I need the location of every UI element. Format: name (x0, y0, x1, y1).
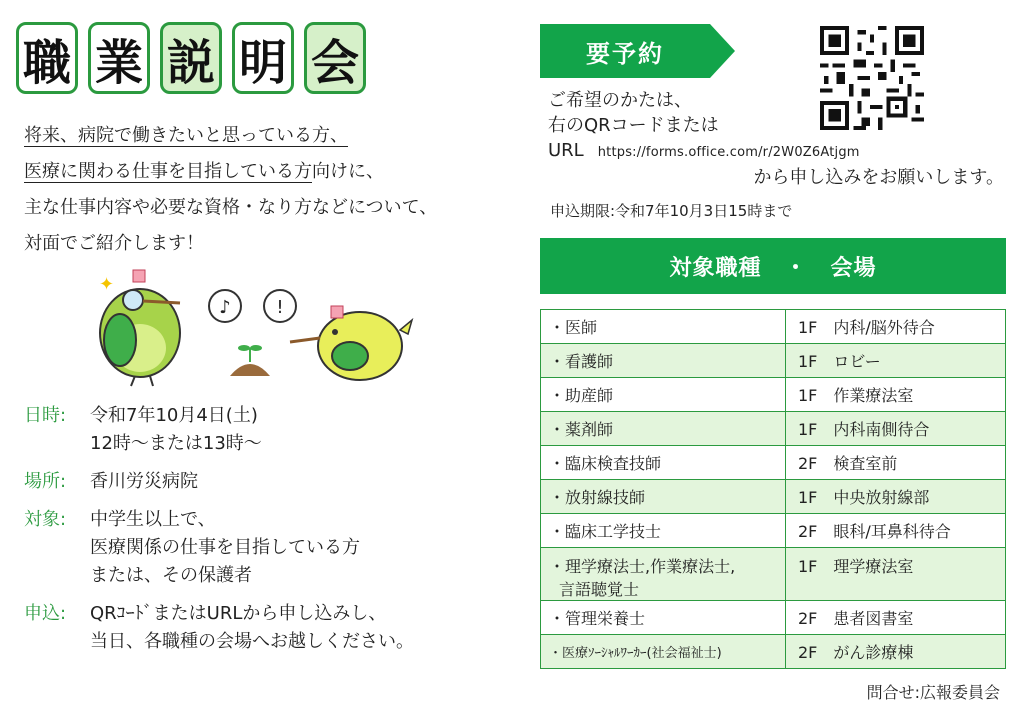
occupation-line-2: 言語聴覚士 (559, 580, 640, 599)
target-value-3: または、その保護者 (90, 565, 252, 586)
place-row (24, 468, 494, 496)
venue-cell: 1F 理学療法室 (786, 548, 1006, 601)
target-value-1: 中学生以上で、 (90, 509, 216, 530)
table-header: 対象職種 ・ 会場 (540, 238, 1006, 294)
title-char-1: 職 (16, 22, 78, 94)
target-row (24, 506, 494, 590)
table-row (541, 310, 1006, 344)
occupation-line-1: ・理学療法士,作業療法士, (549, 557, 736, 576)
occupation-cell: ・看護師 (541, 344, 786, 378)
page-title (16, 22, 366, 94)
title-char-4: 明 (232, 22, 294, 94)
occupation-cell: ・臨床検査技師 (541, 446, 786, 480)
exclamation-bubble-icon (264, 290, 296, 322)
occupation-venue-table (540, 309, 1006, 669)
form-url-link[interactable]: https://forms.office.com/r/2W0Z6Atjgm (597, 145, 860, 160)
reservation-banner (540, 24, 735, 78)
table-row (541, 635, 1006, 669)
title-char-2: 業 (88, 22, 150, 94)
occupation-cell: ・医師 (541, 310, 786, 344)
table-row (541, 601, 1006, 635)
contact-info: 問合せ:広報委員会 (866, 683, 1000, 702)
sparkle-icon: ✦ (99, 274, 115, 295)
occupation-cell: ・管理栄養士 (541, 601, 786, 635)
mascot-illustration (95, 268, 425, 388)
occupation-cell: ・薬剤師 (541, 412, 786, 446)
intro-line-1: 将来、病院で働きたいと思っている方、 (24, 125, 348, 146)
venue-cell: 1F ロビー (786, 344, 1006, 378)
table-row (541, 548, 1006, 601)
target-value-2: 医療関係の仕事を目指している方 (90, 537, 360, 558)
venue-cell: 1F 作業療法室 (786, 378, 1006, 412)
apply-value-1: QRｺｰﾄﾞまたはURLから申し込みし、 (90, 603, 387, 624)
title-char-3: 説 (160, 22, 222, 94)
exclamation-mark: ! (276, 297, 284, 318)
place-label: 場所: (24, 471, 67, 492)
intro-line-4: 対面でご紹介します！ (24, 233, 204, 254)
intro-text (24, 118, 494, 262)
bird-right-icon (290, 306, 412, 380)
table-row (541, 446, 1006, 480)
venue-cell: 2F 眼科/耳鼻科待合 (786, 514, 1006, 548)
table-row (541, 412, 1006, 446)
occupation-cell: ・助産師 (541, 378, 786, 412)
table-row (541, 480, 1006, 514)
occupation-cell: ・医療ｿｰｼｬﾙﾜｰｶｰ(社会福祉士) (541, 635, 786, 669)
table-row (541, 514, 1006, 548)
apply-label: 申込: (24, 603, 67, 624)
table-row (541, 378, 1006, 412)
reservation-instructions (548, 88, 1008, 190)
occupation-cell (541, 548, 786, 601)
intro-line-2 (24, 154, 494, 190)
music-bubble-icon (209, 290, 241, 322)
place-value: 香川労災病院 (90, 471, 198, 492)
target-label: 対象: (24, 509, 67, 530)
table-row (541, 344, 1006, 378)
reservation-required-label: 要予約 (586, 39, 664, 68)
date-label: 日時: (24, 405, 67, 426)
date-value: 令和7年10月4日(土) (90, 405, 258, 426)
time-value: 12時～または13時～ (90, 433, 262, 454)
application-deadline: 申込期限:令和7年10月3日15時まで (550, 202, 793, 220)
apply-value-2: 当日、各職種の会場へお越しください。 (90, 631, 414, 652)
sprout-icon (230, 345, 270, 376)
url-label: URL (548, 140, 584, 161)
apply-row (24, 600, 494, 656)
event-details (24, 402, 494, 666)
occupation-cell: ・放射線技師 (541, 480, 786, 514)
intro-line-2-rest: 向けに、 (312, 161, 384, 182)
venue-cell: 1F 内科南側待合 (786, 412, 1006, 446)
venue-cell: 1F 内科/脳外待合 (786, 310, 1006, 344)
intro-line-3: 主な仕事内容や必要な資格・なり方などについて、 (24, 197, 438, 218)
reservation-line-2: 右のQRコードまたは (548, 115, 719, 136)
reservation-tail: から申し込みをお願いします。 (753, 167, 1004, 188)
venue-cell: 2F 検査室前 (786, 446, 1006, 480)
venue-cell: 2F がん診療棟 (786, 635, 1006, 669)
title-char-5: 会 (304, 22, 366, 94)
venue-cell: 1F 中央放射線部 (786, 480, 1006, 514)
occupation-cell: ・臨床工学技士 (541, 514, 786, 548)
reservation-line-1: ご希望のかたは、 (548, 90, 692, 111)
venue-cell: 2F 患者図書室 (786, 601, 1006, 635)
intro-line-2-underlined: 医療に関わる仕事を目指している方 (24, 161, 312, 182)
date-row (24, 402, 494, 458)
music-note: ♪ (219, 297, 231, 318)
